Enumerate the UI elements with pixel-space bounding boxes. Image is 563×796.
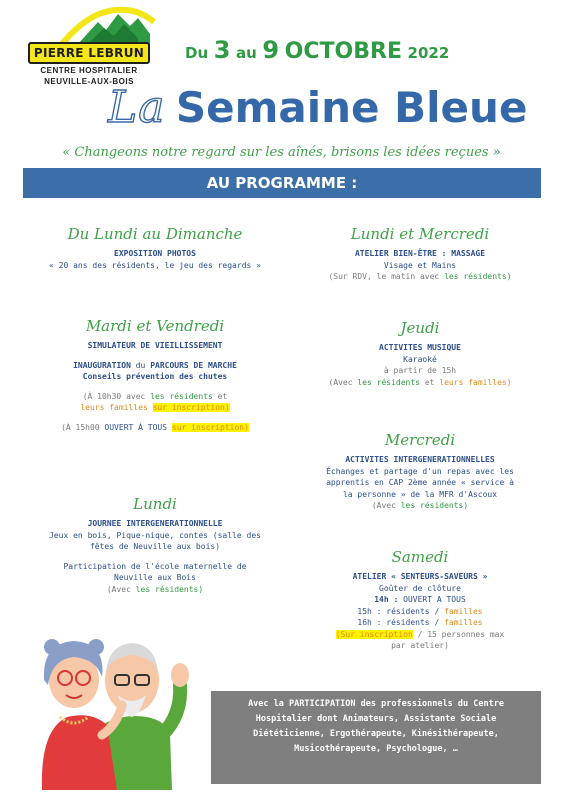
elderly-couple-illustration	[22, 625, 202, 790]
dates-end: 9	[262, 36, 280, 64]
program-block-mon-wed	[320, 224, 520, 283]
title-la: La	[108, 82, 166, 133]
text-span: / 15 personnes max	[417, 629, 505, 639]
activity-title: ATELIER BIEN-ÊTRE : MASSAGE	[354, 249, 486, 258]
text-span: du	[135, 360, 146, 370]
footer-line: Avec la PARTICIPATION des professionnels du Centre	[248, 699, 504, 709]
activity-note	[40, 402, 270, 414]
activity-detail: apprentis en CAP 2ème année « service à	[326, 478, 514, 487]
activity-title: ACTIVITES MUSIQUE	[379, 343, 461, 352]
program-block-monday	[40, 494, 270, 595]
dates-year: 2022	[407, 44, 450, 62]
activity-detail: fêtes de Neuville aux bois)	[89, 542, 221, 551]
activity-detail: Visage et Mains	[383, 260, 457, 270]
activity-note	[320, 377, 520, 389]
activity-detail: Karaoké	[403, 354, 437, 364]
text-span: (Sur inscription	[335, 629, 413, 639]
text-span: et	[424, 377, 435, 387]
dates-start: 3	[213, 36, 231, 64]
activity-title: ACTIVITES INTERGENERATIONNELLES	[345, 455, 495, 464]
logo-nameplate	[28, 42, 150, 64]
program-block-saturday	[320, 547, 520, 652]
text-span: et	[217, 391, 228, 401]
dates-du: Du	[185, 44, 209, 62]
text-span: leurs familles)	[439, 377, 512, 387]
text-span: OUVERT A TOUS	[403, 595, 466, 604]
activity-detail: Participation de l'école maternelle de	[63, 561, 247, 571]
activity-detail: Neuville aux Bois	[114, 573, 196, 582]
text-span: les résidents	[150, 391, 213, 401]
activity-subtitle	[40, 360, 270, 372]
mountain-logo-icon	[58, 4, 158, 46]
activity-title: ATELIER « SENTEURS-SAVEURS »	[352, 572, 488, 581]
footer-line: Musicothérapeute, Psychologue, …	[294, 744, 458, 754]
activity-detail: « 20 ans des résidents, le jeu des regards »	[49, 260, 261, 270]
activity-note	[320, 271, 520, 283]
activity-detail: Goûter de clôture	[379, 583, 461, 593]
activity-title: EXPOSITION PHOTOS	[114, 249, 196, 258]
text-span: familles	[444, 606, 483, 616]
activity-note: par atelier)	[391, 641, 449, 650]
day-heading: Mercredi	[384, 431, 456, 449]
day-heading: Samedi	[391, 548, 449, 566]
text-span: les résidents	[357, 377, 420, 387]
program-block-daily	[40, 224, 270, 271]
tagline: « Changeons notre regard sur les aînés, brisons les idées reçues »	[62, 145, 501, 160]
text-span: 14h :	[374, 595, 399, 604]
dates-month: OCTOBRE	[284, 39, 402, 64]
day-heading: Lundi	[133, 495, 177, 513]
footer-line: Hospitalier dont Animateurs, Assistante Sociale	[255, 714, 497, 724]
logo-line-2: NEUVILLE-AUX-BOIS	[44, 77, 134, 86]
schedule-line	[320, 606, 520, 618]
text-span: familles	[444, 618, 483, 627]
activity-note	[40, 584, 270, 596]
hospital-logo	[18, 4, 168, 89]
activity-detail: Conseils prévention des chutes	[82, 372, 228, 381]
text-span: (Sur RDV, le matin avec	[328, 272, 440, 281]
activity-detail: la personne » de la MFR d'Ascoux	[342, 489, 498, 499]
text-span: les résidents)	[135, 584, 204, 594]
activity-detail: Jeux en bois, Pique-nique, contes (salle des	[49, 530, 261, 540]
activity-note	[40, 422, 270, 434]
day-heading: Lundi et Mercredi	[350, 225, 490, 243]
page-title	[108, 82, 527, 133]
text-span: sur inscription)	[171, 422, 249, 432]
activity-detail: Échanges et partage d'un repas avec les	[326, 466, 514, 476]
program-block-thursday	[320, 318, 520, 388]
participation-note	[211, 691, 541, 784]
activity-title: SIMULATEUR DE VIEILLISSEMENT	[87, 341, 223, 350]
day-heading: Du Lundi au Dimanche	[67, 225, 243, 243]
footer-line: Diététicienne, Ergothérapeute, Kinésithérapeute,	[253, 729, 499, 739]
text-span: les résidents)	[444, 272, 512, 281]
activity-time: à partir de 15h	[383, 366, 457, 375]
text-span: OUVERT À TOUS	[104, 422, 168, 432]
dates-au: au	[236, 44, 257, 62]
program-banner: AU PROGRAMME :	[23, 168, 541, 198]
program-block-wednesday	[320, 430, 520, 512]
program-block-tue-fri	[40, 316, 270, 433]
text-span: leurs familles	[80, 403, 148, 412]
text-span: (Avec	[328, 377, 353, 387]
text-span: les résidents)	[400, 501, 469, 510]
text-span: (À 15h00	[61, 422, 100, 432]
text-span: (Avec	[106, 584, 131, 594]
text-span: (Avec	[371, 501, 396, 510]
activity-title: JOURNEE INTERGENERATIONNELLE	[87, 519, 223, 528]
text-span: 15h : résidents /	[357, 606, 440, 616]
text-span: sur inscription)	[152, 403, 230, 412]
text-span: PARCOURS DE MARCHE	[150, 360, 237, 370]
activity-note	[320, 500, 520, 512]
text-span: (À 10h30 avec	[82, 391, 146, 401]
day-heading: Jeudi	[400, 319, 440, 337]
activity-note	[320, 629, 520, 641]
text-span: INAUGURATION	[73, 360, 131, 370]
title-main: Semaine Bleue	[175, 83, 528, 132]
logo-line-1: CENTRE HOSPITALIER	[40, 66, 138, 75]
event-dates	[185, 36, 449, 64]
logo-name: PIERRE LEBRUN	[33, 46, 145, 60]
activity-note	[40, 391, 270, 403]
schedule-line	[320, 594, 520, 606]
schedule-line	[320, 617, 520, 629]
day-heading: Mardi et Vendredi	[85, 317, 225, 335]
text-span: 16h : résidents /	[357, 618, 440, 627]
